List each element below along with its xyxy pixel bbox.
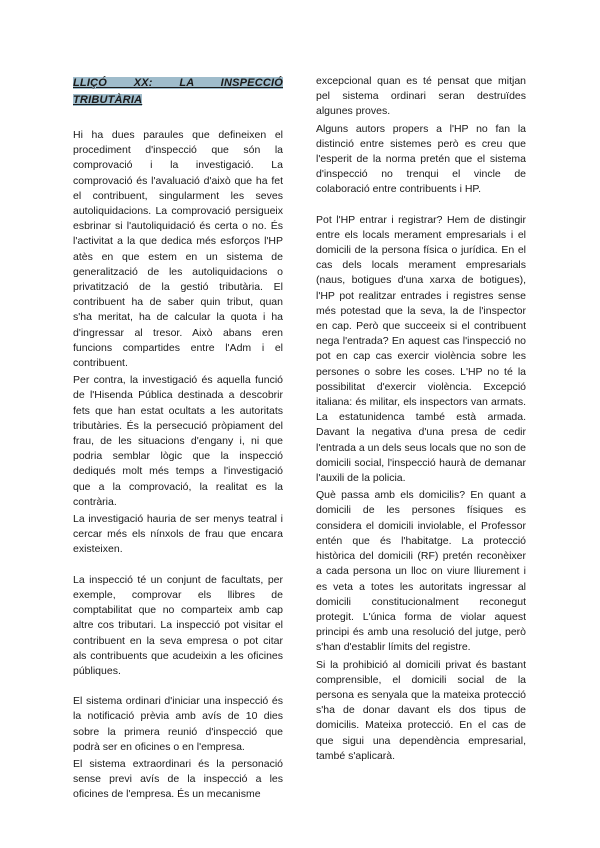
paragraph: El sistema extraordinari és la personació sense previ avís de la inspecció a les oficines de l'empresa. És un mecanisme (73, 757, 283, 801)
paragraph: Alguns autors propers a l'HP no fan la distinció entre sistemes però es creu que l'esperit de la norma pretén que el sistema d'inspecció no trenqui el vincle de colaboració entre contribuents i HP. (316, 122, 526, 196)
paragraph: Per contra, la investigació és aquella funció de l'Hisenda Pública destinada a descobrir fets que han estat ocultats a les autoritats tributàries. És la persecució pròpiament del frau, de les situacions d'engany i, ni que podria semblar lògic que la inspecció dediqués molt més temps a l'investigació que a la comprovació, la realitat es la contrària. (73, 374, 283, 508)
paragraph: Hi ha dues paraules que defineixen el procediment d'inspecció que són la comprovació i la investigació. La comprovació és l'avaluació d'això que ha fet el contribuent, singularment les seves autoliquidacions. La comprovació persigueix esbrinar si l'autoliquidació és certa o no. És l'activitat a la que dedica més esforços l'HP atès en que estem en un sistema de generalització de les autoliquidacions o privatització de la gestió tributària. El contribuent ha de saber quin tribut, quan s'ha meritat, ha de calcular la quota i ha d'ingressar al tresor. Això abans eren funcions compartides entre l'Adm i el contribuent. (73, 129, 283, 370)
paragraph: Pot l'HP entrar i registrar? Hem de distingir entre els locals merament empresarials i el domicili de la persona física o jurídica. En el cas dels locals merament empresarials (naus, botigues d'una xarxa de botigues), l'HP pot realitzar entrades i registres sense més potestad que la seva, la de l'inspector en cap. Però que succeeix si el contribuent nega l'entrada? En aquest cas l'inspecció no pot en cap cas exercir violència sobre les persones o sobre les coses. L'HP no té la possibilitat d'exercir violència. Excepció italiana: és militar, els inspectors van armats. La estatunidenca també està armada. Davant la negativa d'una presa de cedir l'entrada a un dels seus locals que no son de domicili social, l'inspecció haurà de demanar l'auxili de la policia. (316, 213, 526, 485)
paragraph: Si la prohibició al domicili privat és bastant comprensible, el domicili social de la persona es senyala que la mateixa protecció s'ha de donar davant els dos tipus de domicilis. Mateixa protecció. En el cas de que sigui una dependència empresarial, també s'aplicarà. (316, 658, 526, 762)
lesson-title-block (73, 74, 283, 108)
paragraph: excepcional quan es té pensat que mitjan pel sistema ordinari seran destruïdes algunes proves. (316, 75, 526, 118)
paragraph: La inspecció té un conjunt de facultats, per exemple, comprovar els llibres de comptabilitat que no comparteix amb cap altre cos tributari. La inspecció pot visitar el contribuent en la seva empresa o pot citar als contribuents que acudeixin a les oficines públiques. (73, 573, 283, 677)
paragraph: La investigació hauria de ser menys teatral i cercar més els nínxols de frau que encara existeixen. (73, 513, 283, 556)
paragraph: Què passa amb els domicilis? En quant a domicili de les persones físiques es considera el domicili inviolable, el Professor entén que és l'habitatge. La protecció històrica del domicili (RF) pretén reconèixer a cada persona un lloc on viure lliurement i es veta a totes les autoritats ingressar al domicili constitucionalment reconegut protegit. L'única forma de violar aquest principi és amb una resolució del jutge, però s'han d'establir límits del registre. (316, 489, 526, 654)
paragraph: El sistema ordinari d'iniciar una inspecció és la notificació prèvia amb avís de 10 dies sobre la primera reunió d'inspecció que podrà ser en oficines o en l'empresa. (73, 695, 283, 753)
right-column (316, 74, 526, 766)
left-column (73, 74, 283, 805)
lesson-title: LLIÇÓ XX: LA INSPECCIÓ TRIBUTÀRIA (73, 77, 283, 106)
